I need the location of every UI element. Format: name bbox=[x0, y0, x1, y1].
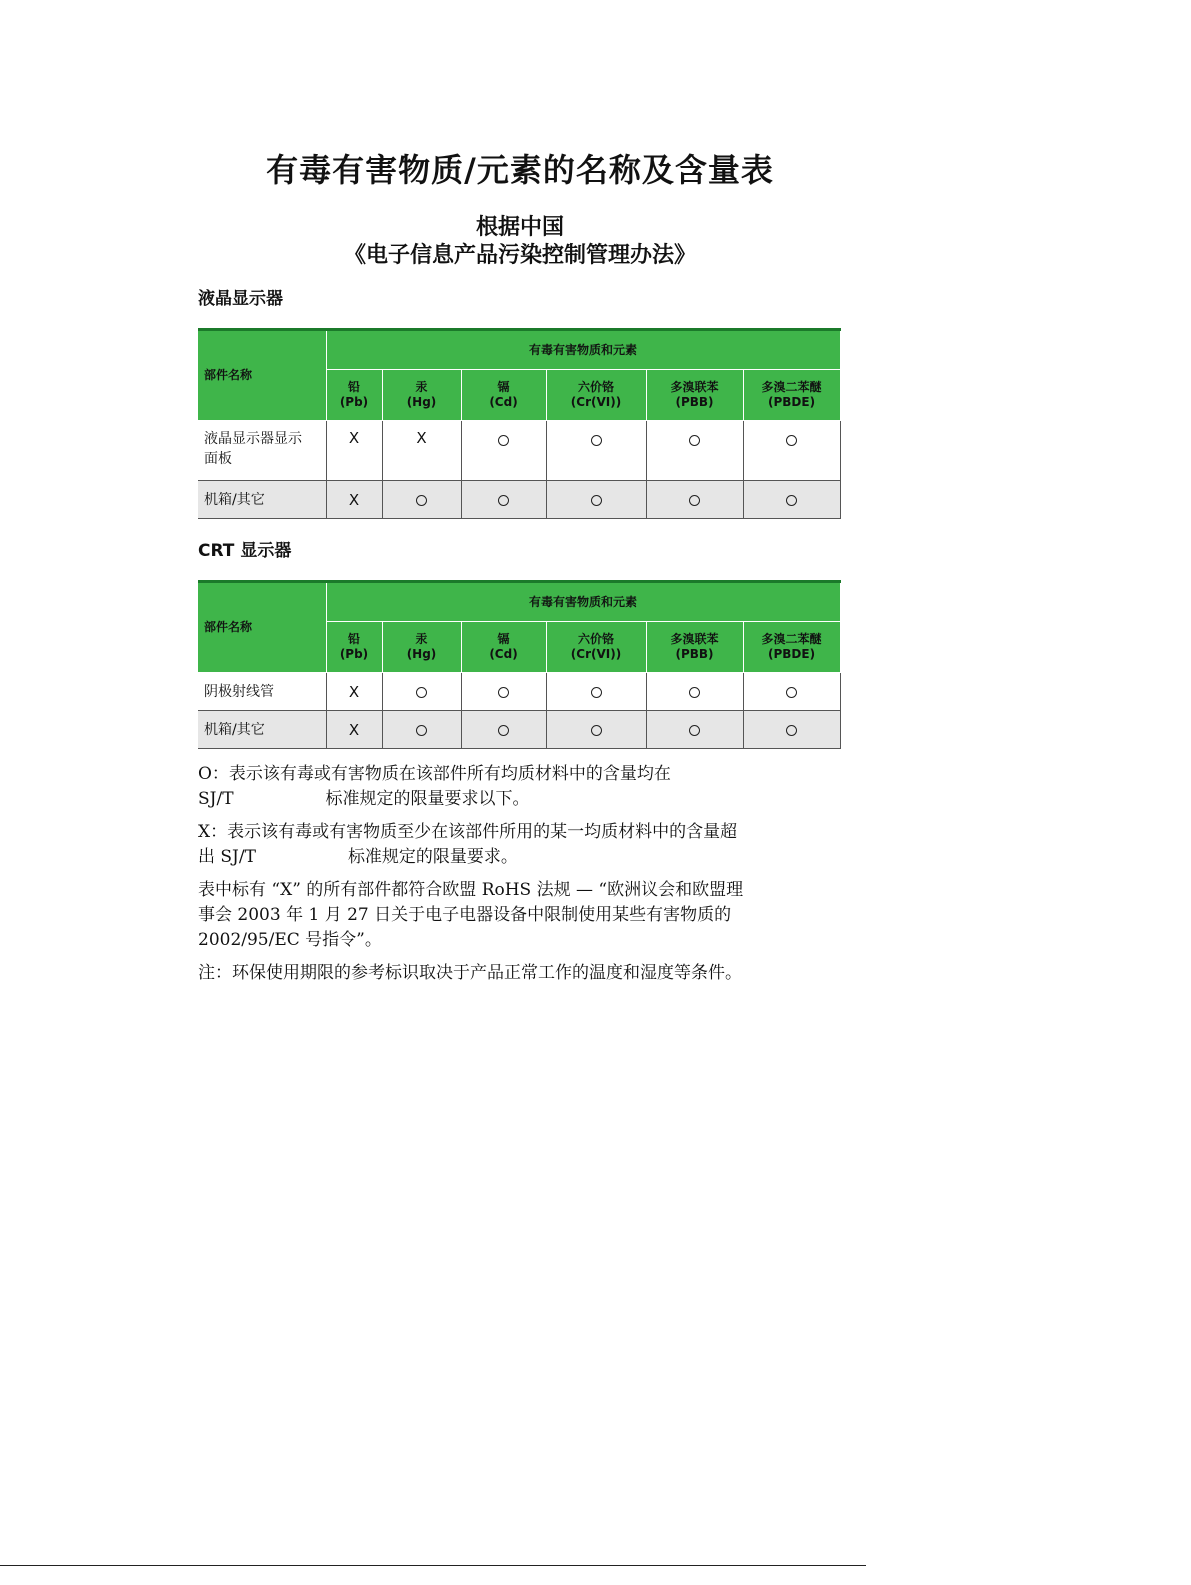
value-cell bbox=[326, 711, 382, 749]
mark-o-circle bbox=[498, 687, 509, 698]
value-cell bbox=[326, 673, 382, 711]
substance-header-cd: 镉 (Cd) bbox=[461, 370, 546, 421]
substance-header-hg: 汞 (Hg) bbox=[382, 370, 461, 421]
mark-o-circle bbox=[416, 725, 427, 736]
note-x-definition: X：表示该有毒或有害物质至少在该部件所用的某一均质材料中的含量超 出 SJ/T 标准规定的限量要求。 bbox=[198, 822, 738, 867]
substance-header-cr6: 六价铬 (Cr(VI)) bbox=[546, 622, 646, 673]
value-cell bbox=[546, 673, 646, 711]
mark-o-circle bbox=[591, 687, 602, 698]
mark-o-circle bbox=[591, 435, 602, 446]
value-cell bbox=[461, 711, 546, 749]
lcd-substance-table bbox=[198, 328, 841, 519]
mark-o-circle bbox=[786, 687, 797, 698]
substance-header-cr6: 六价铬 (Cr(VI)) bbox=[546, 370, 646, 421]
value-cell bbox=[546, 481, 646, 519]
mark-o-circle bbox=[786, 725, 797, 736]
part-name-cell: 液晶显示器显示 面板 bbox=[198, 421, 326, 481]
part-name-cell: 阴极射线管 bbox=[198, 673, 326, 711]
substance-header-pbde: 多溴二苯醚 (PBDE) bbox=[743, 622, 840, 673]
mark-x: X bbox=[416, 429, 427, 447]
substance-header-pb: 铅 (Pb) bbox=[326, 370, 382, 421]
subtitle-line-2: 《电子信息产品污染控制管理办法》 bbox=[343, 243, 696, 268]
mark-x: X bbox=[348, 490, 360, 509]
table-row bbox=[198, 711, 840, 749]
value-cell bbox=[646, 421, 743, 481]
value-cell bbox=[546, 711, 646, 749]
mark-o-circle bbox=[498, 495, 509, 506]
mark-o-circle bbox=[416, 495, 427, 506]
section-heading-crt: CRT 显示器 bbox=[198, 541, 292, 561]
value-cell bbox=[461, 421, 546, 481]
table-row bbox=[198, 421, 840, 481]
part-name-header: 部件名称 bbox=[198, 330, 326, 421]
substance-header-pb: 铅 (Pb) bbox=[326, 622, 382, 673]
mark-o-circle bbox=[689, 687, 700, 698]
value-cell bbox=[326, 481, 382, 519]
bottom-divider bbox=[0, 1565, 866, 1566]
table-row bbox=[198, 481, 840, 519]
mark-o-circle bbox=[591, 725, 602, 736]
value-cell bbox=[646, 711, 743, 749]
mark-o-circle bbox=[689, 725, 700, 736]
substance-header-pbb: 多溴联苯 (PBB) bbox=[646, 622, 743, 673]
value-cell bbox=[743, 421, 840, 481]
subtitle-line-1: 根据中国 bbox=[475, 215, 564, 240]
value-cell bbox=[743, 481, 840, 519]
mark-x: X bbox=[348, 720, 360, 739]
mark-o-circle bbox=[591, 495, 602, 506]
substance-header-pbde: 多溴二苯醚 (PBDE) bbox=[743, 370, 840, 421]
part-name-cell: 机箱/其它 bbox=[198, 711, 326, 749]
section-heading-lcd: 液晶显示器 bbox=[198, 289, 283, 309]
page-title: 有毒有害物质/元素的名称及含量表 bbox=[266, 151, 774, 189]
value-cell bbox=[646, 673, 743, 711]
mark-o-circle bbox=[498, 435, 509, 446]
note-epup: 注：环保使用期限的参考标识取决于产品正常工作的温度和湿度等条件。 bbox=[198, 963, 742, 983]
value-cell bbox=[461, 481, 546, 519]
note-o-definition: O：表示该有毒或有害物质在该部件所有均质材料中的含量均在 SJ/T 标准规定的限量要求以下。 bbox=[198, 764, 671, 809]
value-cell bbox=[382, 673, 461, 711]
mark-x: X bbox=[348, 429, 360, 447]
mark-o-circle bbox=[786, 435, 797, 446]
value-cell bbox=[646, 481, 743, 519]
note-rohs-compliance: 表中标有 “X” 的所有部件都符合欧盟 RoHS 法规 — “欧洲议会和欧盟理 事会 2003 年 1 月 27 日关于电子电器设备中限制使用某些有害物质的 2002/95/EC 号指令”。 bbox=[198, 880, 744, 950]
value-cell bbox=[546, 421, 646, 481]
mark-o-circle bbox=[689, 495, 700, 506]
crt-substance-table bbox=[198, 580, 841, 749]
substance-group-header: 有毒有害物质和元素 bbox=[326, 330, 840, 370]
value-cell bbox=[382, 711, 461, 749]
mark-o-circle bbox=[498, 725, 509, 736]
table-row bbox=[198, 673, 840, 711]
substance-group-header: 有毒有害物质和元素 bbox=[326, 582, 840, 622]
substance-header-pbb: 多溴联苯 (PBB) bbox=[646, 370, 743, 421]
mark-o-circle bbox=[786, 495, 797, 506]
substance-header-cd: 镉 (Cd) bbox=[461, 622, 546, 673]
value-cell bbox=[743, 711, 840, 749]
notes-section bbox=[198, 762, 858, 994]
value-cell bbox=[382, 481, 461, 519]
value-cell bbox=[382, 421, 461, 481]
value-cell bbox=[743, 673, 840, 711]
mark-o-circle bbox=[416, 687, 427, 698]
substance-header-hg: 汞 (Hg) bbox=[382, 622, 461, 673]
mark-x: X bbox=[348, 682, 360, 701]
value-cell bbox=[326, 421, 382, 481]
value-cell bbox=[461, 673, 546, 711]
mark-o-circle bbox=[689, 435, 700, 446]
part-name-header: 部件名称 bbox=[198, 582, 326, 673]
part-name-cell: 机箱/其它 bbox=[198, 481, 326, 519]
